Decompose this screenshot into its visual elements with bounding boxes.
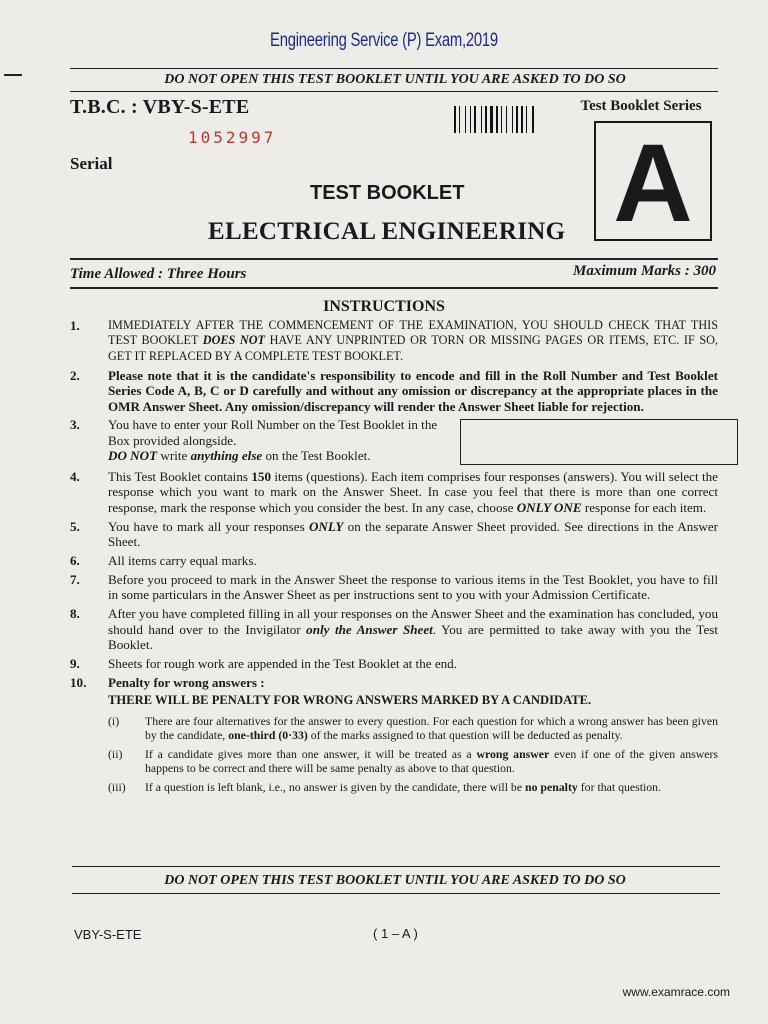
penalty-heading: Penalty for wrong answers : xyxy=(108,674,265,690)
item-number: 4. xyxy=(70,468,80,484)
item-text: All items carry equal marks. xyxy=(108,552,257,568)
instructions-list xyxy=(70,318,718,802)
item-text: You have to mark all your responses ONLY on the separate Answer Sheet provided. See directions in the Answer Sheet. xyxy=(108,518,718,550)
item-text: Please note that it is the candidate's responsibility to encode and fill in the Roll Number and Test Booklet Series Code A, B, C or D carefully and without any omission or discrepancy at the appropriate places in the OMR Answer Sheet. Any omission/discrepancy will render the Answer Sheet liable for rejection. xyxy=(108,367,718,414)
top-banner-rule xyxy=(70,91,718,92)
instruction-item xyxy=(70,417,718,465)
item-text: Before you proceed to mark in the Answer Sheet the response to various items in the Test Booklet, you have to fill in some particulars in the Answer Sheet as per instructions sent to you with your Admission Certificate. xyxy=(108,571,718,603)
item-number: 1. xyxy=(70,318,80,333)
barcode xyxy=(454,106,544,133)
booklet-title: TEST BOOKLET xyxy=(310,182,465,204)
instruction-item xyxy=(70,656,718,671)
penalty-subheading: THERE WILL BE PENALTY FOR WRONG ANSWERS MARKED BY A CANDIDATE. xyxy=(108,693,592,708)
instruction-item xyxy=(70,572,718,603)
instructions-heading: INSTRUCTIONS xyxy=(323,298,445,315)
penalty-section xyxy=(108,675,718,799)
item-number: 5. xyxy=(70,518,80,534)
time-rule-bottom xyxy=(70,287,718,289)
item-text: This Test Booklet contains 150 items (questions). Each item comprises four responses (answers). You will select the response which you want to mark on the Answer Sheet. In case you feel that there is more than one correct response, mark the response which you consider the best. In any case, choose ONLY ONE response for each item. xyxy=(108,468,718,515)
time-rule-top xyxy=(70,258,718,260)
series-letter: A xyxy=(613,122,693,245)
maximum-marks: Maximum Marks : 300 xyxy=(573,263,716,279)
item-number: 8. xyxy=(70,606,80,622)
penalty-subitem: (i) There are four alternatives for the answer to every question. For each question for which a wrong answer has been given by the candidate, one-third (0·33) of the marks assigned to that question will be deducted as penalty. xyxy=(108,713,718,743)
roll-number-box[interactable] xyxy=(460,419,738,465)
serial-label: Serial xyxy=(70,154,113,173)
serial-number-stamp: 1052997 xyxy=(188,128,277,147)
instruction-item xyxy=(70,675,718,799)
item-text: Sheets for rough work are appended in the Test Booklet at the end. xyxy=(108,655,458,671)
handwritten-exam-title: Engineering Service (P) Exam,2019 xyxy=(270,30,498,51)
instruction-item xyxy=(70,318,718,364)
instruction-item xyxy=(70,368,718,414)
tbc-code: T.B.C. : VBY-S-ETE xyxy=(70,96,250,118)
series-letter-box xyxy=(594,121,712,245)
item-text: You have to enter your Roll Number on the Test Booklet in the Box provided alongside. DO NOT write anything else on the Test Booklet. xyxy=(108,417,438,464)
item-text: IMMEDIATELY AFTER THE COMMENCEMENT OF THE EXAMINATION, YOU SHOULD CHECK THAT THIS TEST BOOKLET DOES NOT HAVE ANY UNPRINTED OR TORN OR MISSING PAGES OR ITEMS, ETC. IF SO, GET IT REPLACED BY A COMPLETE TEST BOOKLET. xyxy=(108,318,718,363)
watermark-url: www.examrace.com xyxy=(622,985,730,999)
page-number: ( 1 – A ) xyxy=(373,926,418,941)
bottom-warning-banner: DO NOT OPEN THIS TEST BOOKLET UNTIL YOU ARE ASKED TO DO SO xyxy=(164,873,626,888)
instruction-item xyxy=(70,469,718,515)
item-number: 2. xyxy=(70,367,80,383)
footer-code: VBY-S-ETE xyxy=(74,927,142,942)
penalty-subitem: (ii) If a candidate gives more than one answer, it will be treated as a wrong answer even if one of the given answers happens to be correct and there will be same penalty as above to that question. xyxy=(108,746,718,776)
top-warning-banner: DO NOT OPEN THIS TEST BOOKLET UNTIL YOU ARE ASKED TO DO SO xyxy=(164,72,626,87)
instruction-item xyxy=(70,553,718,568)
item-text: After you have completed filling in all your responses on the Answer Sheet and the examination has concluded, you should hand over to the Invigilator only the Answer Sheet. You are permitted to take away with you the Test Booklet. xyxy=(108,606,719,652)
item-number: 9. xyxy=(70,655,80,671)
margin-dash xyxy=(4,74,22,76)
penalty-subitem: (iii) If a question is left blank, i.e., no answer is given by the candidate, there will be no penalty for that question. xyxy=(108,780,662,794)
time-allowed: Time Allowed : Three Hours xyxy=(70,266,247,282)
subject-title: ELECTRICAL ENGINEERING xyxy=(208,218,566,245)
instruction-item xyxy=(70,519,718,550)
bottom-banner-rule xyxy=(72,893,720,894)
instruction-item xyxy=(70,606,718,652)
test-booklet-series-label: Test Booklet Series xyxy=(580,98,702,114)
item-number: 3. xyxy=(70,417,80,433)
item-number: 6. xyxy=(70,552,80,568)
item-number: 10. xyxy=(70,674,87,690)
item-number: 7. xyxy=(70,571,80,587)
top-rule xyxy=(70,68,718,69)
bottom-rule xyxy=(72,866,720,867)
